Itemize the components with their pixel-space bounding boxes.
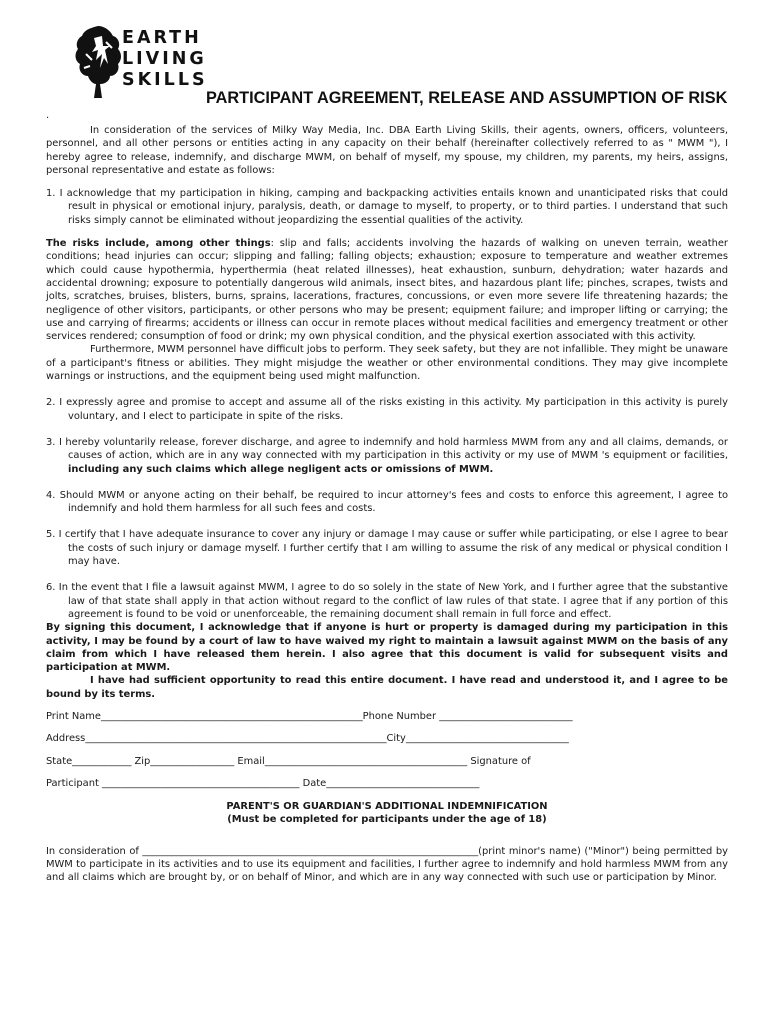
- earth-living-skills-logo: [72, 22, 212, 102]
- logo-wordmark: [122, 28, 208, 91]
- participant-signature-date-field[interactable]: Participant ________________________________________ Date_______________________________: [46, 777, 480, 789]
- parent-subheading: (Must be completed for participants under the age of 18): [227, 814, 547, 826]
- clause-6: 6. In the event that I file a lawsuit against MWM, I agree to do so solely in the state of New York, and I further agree that the substantive law of that state shall apply in that action without regard to the conflict of law rules of that state. I agree that if any portion of this agreement is found to be void or unenforceable, the remaining document shall remain in full force and effect.: [46, 582, 728, 620]
- risks-body: : slip and falls; accidents involving the hazards of walking on uneven terrain, weather conditions; head injuries can occur; slipping and falling; falling objects; exhaustion; exposure to temperature and weather extremes which could cause hypothermia, hyperthermia (heat related illnesses), heat exhaustion, sunburn, dehydration; water hazards and accidental drowning; exposure to potentially dangerous wild animals, insect bites, and hazardous plant life; pinches, scrapes, twists and jolts, scratches, bruises, blisters, burns, sprains, lacerations, fractures, concussions, or even more severe life threatening hazards; the negligence of other visitors, participants, or other persons who may be present; equipment failure; and improper lifting or carrying; the use and carrying of firearms; accidents or illness can occur in remote places without medical facilities and emergency treatment or other services rendered; consumption of food or drink; my own physical condition, and the physical exertion associated with this activity.: [46, 238, 728, 343]
- clause-4: 4. Should MWM or anyone acting on their behalf, be required to incur attorney's fees and costs to enforce this agreement, I agree to indemnify and hold them harmless for all such fees and costs.: [46, 489, 728, 515]
- logo-line-earth: EARTH: [122, 28, 202, 48]
- risks-lead: The risks include, among other things: [46, 238, 271, 250]
- intro-paragraph: In consideration of the services of Milky Way Media, Inc. DBA Earth Living Skills, their agents, owners, officers, volunteers, personnel, and all other persons or entities acting in any capacity on their behalf (hereinafter collectively referred to as " MWM "), I hereby agree to release, indemnify, and discharge MWM, on behalf of myself, my spouse, my children, my parents, my heirs, assigns, personal representative and estate as follows:: [46, 125, 728, 176]
- state-zip-email-field[interactable]: State____________ Zip_________________ Email_________________________________________ Signature of: [46, 755, 531, 767]
- clause-3-text: 3. I hereby voluntarily release, forever discharge, and agree to indemnify and hold harmless MWM from any and all claims, demands, or causes of action, which are in any way connected with my participation in this activity or my use of MWM 's equipment or facilities,: [46, 436, 728, 462]
- address-city-field[interactable]: Address_____________________________________________________________City_________________________________: [46, 733, 569, 745]
- document-title: PARTICIPANT AGREEMENT, RELEASE AND ASSUMPTION OF RISK: [206, 89, 728, 107]
- clause-3: [46, 436, 728, 476]
- logo-line-living: LIVING: [122, 49, 207, 69]
- tree-emblem-icon: [72, 24, 124, 100]
- logo-line-skills: SKILLS: [122, 70, 208, 90]
- stray-dot: .: [46, 110, 50, 121]
- risks-paragraph: [46, 237, 728, 343]
- signing-acknowledgement: By signing this document, I acknowledge that if anyone is hurt or property is damaged during my participation in this activity, I may be found by a court of law to have waived my right to maintain a lawsuit against MWM on the basis of any claim from which I have released them herein. I also agree that this document is valid for subsequent visits and participation at MWM.: [46, 622, 728, 674]
- parent-heading: PARENT'S OR GUARDIAN'S ADDITIONAL INDEMNIFICATION: [226, 801, 548, 813]
- parent-indemnification-paragraph: In consideration of ____________________________________________________________________(print minor's name) ("Minor") being permitted by MWM to participate in its activities and to use its equipment and facilities, I further agree to indemnify and hold harmless MWM from any and all claims which are brought by, or on behalf of Minor, and which are in any way connected with such use or participation by Minor.: [46, 845, 728, 884]
- furthermore-paragraph: Furthermore, MWM personnel have difficult jobs to perform. They seek safety, but they are not infallible. They might be unaware of a participant's fitness or abilities. They might misjudge the weather or other environmental conditions. They may give incomplete warnings or instructions, and the equipment being used might malfunction.: [46, 344, 728, 383]
- clause-1: 1. I acknowledge that my participation in hiking, camping and backpacking activities entails known and unanticipated risks that could result in physical or emotional injury, paralysis, death, or damage to myself, to property, or to third parties. I understand that such risks simply cannot be eliminated without jeopardizing the essential qualities of the activity.: [46, 188, 728, 226]
- print-name-phone-field[interactable]: Print Name_____________________________________________________Phone Number ___________________________: [46, 710, 573, 722]
- clause-3-bold: including any such claims which allege negligent acts or omissions of MWM.: [68, 463, 494, 475]
- clause-2: 2. I expressly agree and promise to accept and assume all of the risks existing in this activity. My participation in this activity is purely voluntary, and I elect to participate in spite of the risks.: [46, 397, 728, 422]
- agreement-body: [46, 124, 728, 885]
- clause-5: 5. I certify that I have adequate insurance to cover any injury or damage I may cause or suffer while participating, or else I agree to bear the costs of such injury or damage myself. I further certify that I am willing to assume the risk of any medical or physical condition I may have.: [46, 529, 728, 568]
- sufficient-opportunity: I have had sufficient opportunity to read this entire document. I have read and understood it, and I agree to be bound by its terms.: [46, 675, 728, 700]
